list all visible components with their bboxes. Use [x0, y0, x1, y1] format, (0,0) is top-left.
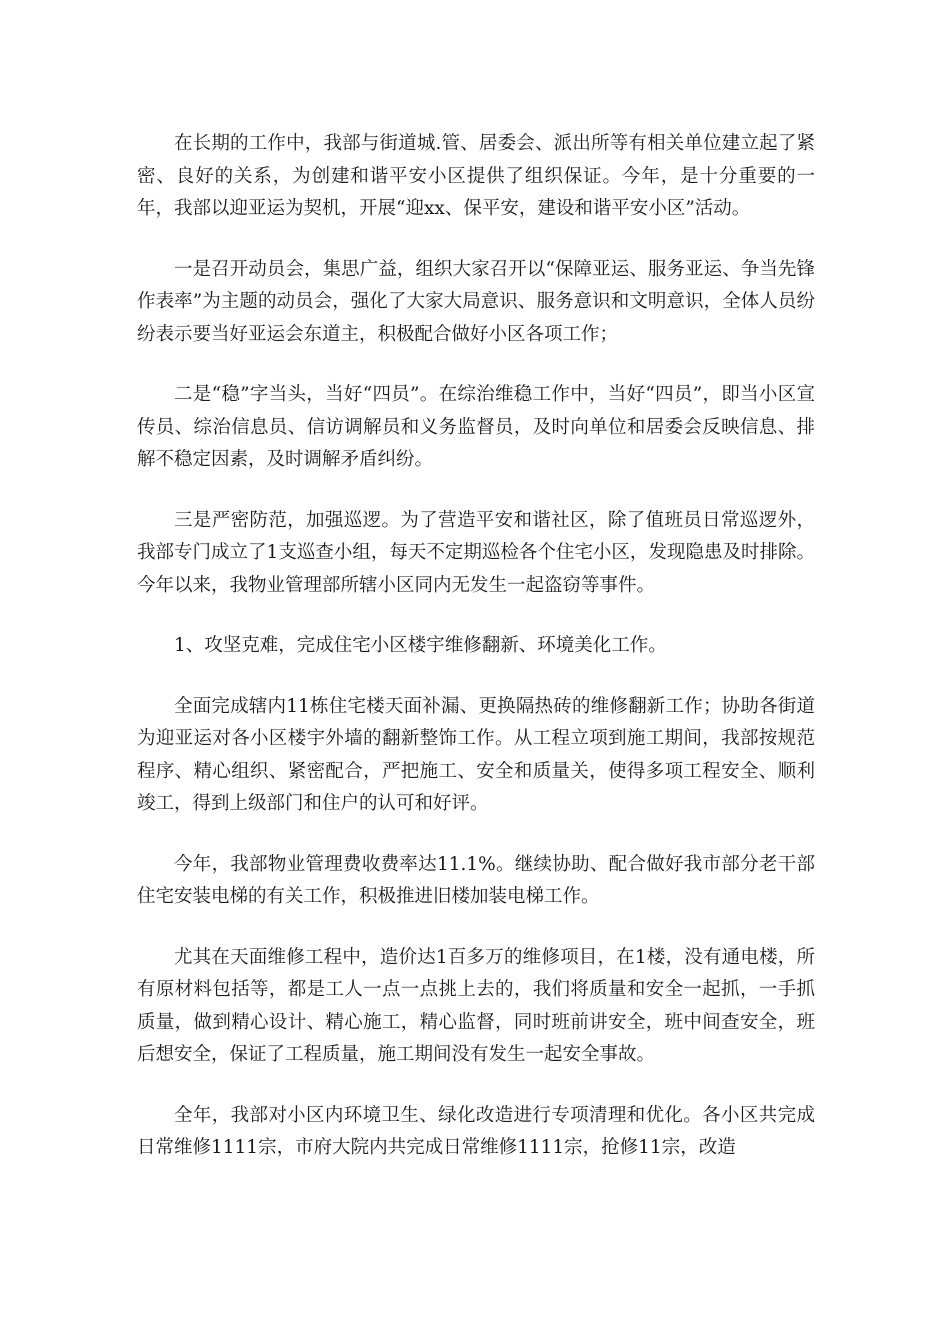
- paragraph-renovation: 全面完成辖内11栋住宅楼天面补漏、更换隔热砖的维修翻新工作；协助各街道为迎亚运对各小区楼宇外墙的翻新整饰工作。从工程立项到施工期间，我部按规范程序、精心组织、紧密配合，严把施工、安全和质量关，使得多项工程安全、顺利竣工，得到上级部门和住户的认可和好评。: [137, 695, 815, 814]
- paragraph-intro: 在长期的工作中，我部与街道城.管、居委会、派出所等有相关单位建立起了紧密、良好的关系，为创建和谐平安小区提供了组织保证。今年，是十分重要的一年，我部以迎亚运为契机，开展“迎xx、保平安，建设和谐平安小区”活动。: [137, 133, 815, 219]
- paragraph-roof-repair: 尤其在天面维修工程中，造价达1百多万的维修项目，在1楼，没有通电楼，所有原材料包括等，都是工人一点一点挑上去的，我们将质量和安全一起抓，一手抓质量，做到精心设计、精心施工，精心监督，同时班前讲安全，班中间查安全，班后想安全，保证了工程质量，施工期间没有发生一起安全事故。: [137, 946, 815, 1065]
- paragraph-item-one: 一是召开动员会，集思广益，组织大家召开以“保障亚运、服务亚运、争当先锋作表率”为主题的动员会，强化了大家大局意识、服务意识和文明意识，全体人员纷纷表示要当好亚运会东道主，积极配合做好小区各项工作；: [137, 258, 815, 345]
- paragraph-item-two: 二是“稳”字当头，当好“四员”。在综治维稳工作中，当好“四员”，即当小区宣传员、综治信息员、信访调解员和义务监督员，及时向单位和居委会反映信息、排解不稳定因素，及时调解矛盾纠纷。: [137, 384, 815, 470]
- document-body: [137, 128, 815, 1193]
- section-heading: 1、攻坚克难，完成住宅小区楼宇维修翻新、环境美化工作。: [174, 635, 667, 656]
- paragraph-environment: 全年，我部对小区内环境卫生、绿化改造进行专项清理和优化。各小区共完成日常维修1111宗，市府大院内共完成日常维修1111宗，抢修11宗，改造: [137, 1104, 815, 1158]
- paragraph-fee-rate: 今年，我部物业管理费收费率达11.1%。继续协助、配合做好我市部分老干部住宅安装电梯的有关工作，积极推进旧楼加装电梯工作。: [137, 853, 815, 907]
- paragraph-item-three: 三是严密防范，加强巡逻。为了营造平安和谐社区，除了值班员日常巡逻外，我部专门成立了1支巡查小组，每天不定期巡检各个住宅小区，发现隐患及时排除。今年以来，我物业管理部所辖小区同内无发生一起盗窃等事件。: [137, 509, 815, 596]
